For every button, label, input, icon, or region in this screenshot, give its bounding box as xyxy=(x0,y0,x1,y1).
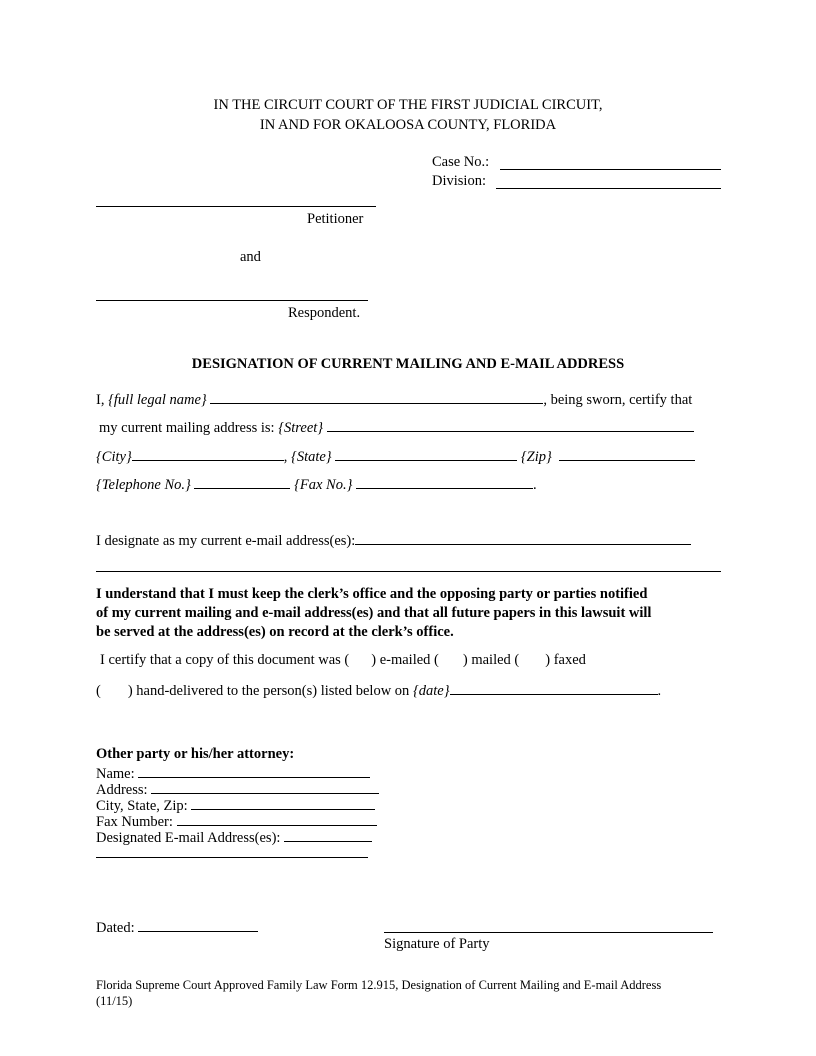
other-party-name-label: Name: xyxy=(96,766,135,782)
other-party-email-blank[interactable] xyxy=(284,827,372,842)
emailed-label: ) e-mailed ( xyxy=(371,652,439,668)
hand-delivered-row xyxy=(96,680,661,700)
dated-row xyxy=(96,917,258,937)
notice-line1: I understand that I must keep the clerk’s office and the opposing party or parties notified xyxy=(96,586,648,602)
petitioner-label: Petitioner xyxy=(307,211,364,227)
date-blank[interactable] xyxy=(450,680,658,695)
footer-line1: Florida Supreme Court Approved Family Law Form 12.915, Designation of Current Mailing and E-mail Address xyxy=(96,978,662,992)
respondent-label: Respondent. xyxy=(288,305,361,321)
dated-label: Dated: xyxy=(96,920,135,936)
certify-row xyxy=(100,652,586,669)
date-placeholder: {date} xyxy=(412,683,450,699)
other-party-address-blank[interactable] xyxy=(151,779,379,794)
other-party-fax-blank[interactable] xyxy=(177,811,377,826)
zip-placeholder: {Zip} xyxy=(520,449,552,465)
court-heading-line2: IN AND FOR OKALOOSA COUNTY, FLORIDA xyxy=(259,117,557,133)
other-party-city-label: City, State, Zip: xyxy=(96,798,188,814)
footer-line2: (11/15) xyxy=(96,994,133,1008)
hand-delivered-text: ) hand-delivered to the person(s) listed below on xyxy=(127,683,410,699)
phone-fax-row xyxy=(96,474,537,494)
petitioner-line[interactable] xyxy=(96,206,376,207)
email-extra-line[interactable] xyxy=(96,571,721,572)
division-label: Division: xyxy=(432,173,486,189)
telephone-placeholder: {Telephone No.} xyxy=(96,477,191,493)
other-party-email-row xyxy=(96,827,372,847)
i-label: I, xyxy=(96,392,105,408)
signature-label: Signature of Party xyxy=(384,936,490,952)
email-designate-row xyxy=(96,530,691,550)
notice-line3: be served at the address(es) on record at the clerk’s office. xyxy=(96,624,454,640)
telephone-blank[interactable] xyxy=(194,474,290,489)
respondent-line[interactable] xyxy=(96,300,368,301)
faxed-label: ) faxed xyxy=(545,652,586,668)
mailed-label: ) mailed ( xyxy=(462,652,520,668)
state-placeholder: {State} xyxy=(291,449,332,465)
full-legal-name-blank[interactable] xyxy=(210,389,543,404)
signature-line[interactable] xyxy=(384,932,713,933)
document-title: DESIGNATION OF CURRENT MAILING AND E-MAIL ADDRESS xyxy=(191,356,625,372)
certify-text: I certify that a copy of this document was ( xyxy=(100,652,350,668)
fax-blank[interactable] xyxy=(356,474,533,489)
sworn-text: , being sworn, certify that xyxy=(543,392,693,408)
street-blank[interactable] xyxy=(327,417,694,432)
other-party-email-extra-line[interactable] xyxy=(96,857,368,858)
full-legal-name-placeholder: {full legal name} xyxy=(108,392,207,408)
state-separator: , xyxy=(283,449,288,465)
street-placeholder: {Street} xyxy=(278,420,324,436)
and-label: and xyxy=(240,249,261,265)
court-heading-line1: IN THE CIRCUIT COURT OF THE FIRST JUDICIAL CIRCUIT, xyxy=(213,97,603,113)
zip-blank[interactable] xyxy=(559,446,695,461)
mailing-row xyxy=(99,417,694,437)
division-line[interactable] xyxy=(496,188,721,189)
email-blank[interactable] xyxy=(355,530,691,545)
email-designate-text: I designate as my current e-mail address(es): xyxy=(96,533,356,549)
other-party-heading: Other party or his/her attorney: xyxy=(96,746,295,762)
city-placeholder: {City} xyxy=(96,449,132,465)
case-no-label: Case No.: xyxy=(432,154,490,170)
dated-blank[interactable] xyxy=(138,917,258,932)
fax-placeholder: {Fax No.} xyxy=(294,477,353,493)
notice-line2: of my current mailing and e-mail address(es) and that all future papers in this lawsuit will xyxy=(96,605,652,621)
other-party-email-label: Designated E-mail Address(es): xyxy=(96,830,281,846)
city-blank[interactable] xyxy=(132,446,284,461)
state-blank[interactable] xyxy=(335,446,517,461)
other-party-city-blank[interactable] xyxy=(191,795,375,810)
hand-open-paren: ( xyxy=(96,683,101,699)
other-party-fax-label: Fax Number: xyxy=(96,814,173,830)
city-state-zip-row xyxy=(96,446,695,466)
mailing-text: my current mailing address is: xyxy=(99,420,275,436)
hand-delivered-period: . xyxy=(657,683,662,699)
case-no-line[interactable] xyxy=(500,169,721,170)
phone-fax-period: . xyxy=(533,477,537,493)
full-name-row xyxy=(96,389,692,409)
other-party-name-blank[interactable] xyxy=(138,763,370,778)
other-party-address-label: Address: xyxy=(96,782,148,798)
